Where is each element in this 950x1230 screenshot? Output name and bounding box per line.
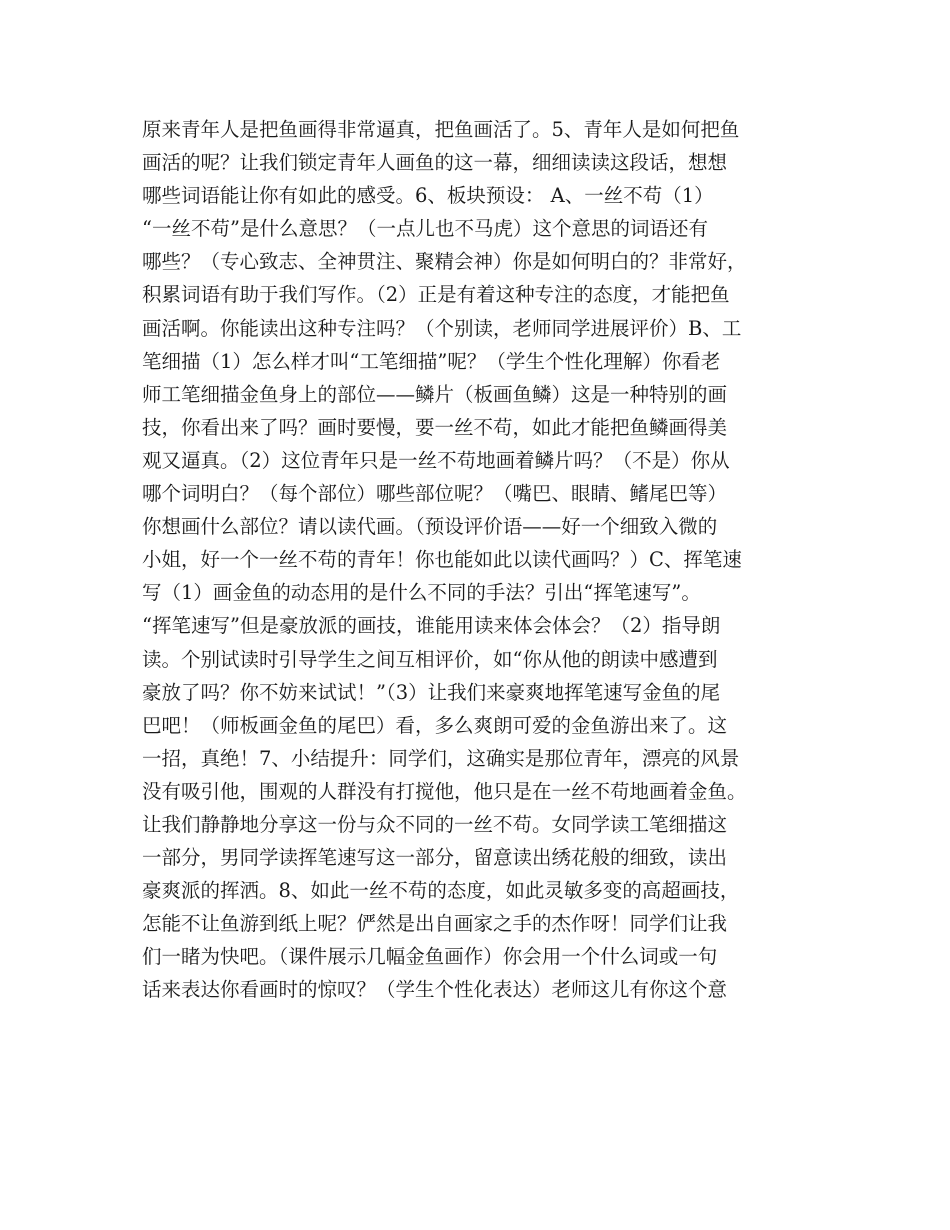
text-line: 豪放了吗？你不妨来试试！”（3）让我们来豪爽地挥笔速写金鱼的尾 (142, 680, 721, 704)
text-line: 积累词语有助于我们写作。（2）正是有着这种专注的态度，才能把鱼 (142, 283, 730, 307)
body-text (142, 113, 842, 1007)
text-line: 没有吸引他，围观的人群没有打搅他，他只是在一丝不苟地画着金鱼。 (142, 779, 747, 803)
text-line: 们一睹为快吧。（课件展示几幅金鱼画作）你会用一个什么词或一句 (142, 945, 718, 969)
text-line: 怎能不让鱼游到纸上呢？俨然是出自画家之手的杰作呀！同学们让我 (142, 912, 728, 936)
text-line: 豪爽派的挥洒。8、如此一丝不苟的态度，如此灵敏多变的高超画技， (142, 879, 740, 903)
text-line: 写（1）画金鱼的动态用的是什么不同的手法？引出“挥笔速写”。 (142, 581, 701, 605)
text-line: 技，你看出来了吗？画时要慢，要一丝不苟，如此才能把鱼鳞画得美 (142, 415, 728, 439)
text-line: 巴吧！（师板画金鱼的尾巴）看，多么爽朗可爱的金鱼游出来了。这 (142, 713, 728, 737)
text-line: 观又逼真。（2）这位青年只是一丝不苟地画着鳞片吗？（不是）你从 (142, 448, 730, 472)
text-line: 哪个词明白？（每个部位）哪些部位呢？（嘴巴、眼睛、鳍尾巴等） (142, 482, 728, 506)
text-line: 读。个别试读时引导学生之间互相评价，如“你从他的朗读中感遭到 (142, 647, 718, 671)
text-line: 让我们静静地分享这一份与众不同的一丝不苟。女同学读工笔细描这 (142, 812, 728, 836)
text-line: 画活的呢？让我们锁定青年人画鱼的这一幕，细细读读这段话，想想 (142, 151, 728, 175)
text-line: 你想画什么部位？请以读代画。（预设评价语——好一个细致入微的 (142, 515, 718, 539)
text-line: 画活啊。你能读出这种专注吗？（个别读，老师同学进展评价）B、工 (142, 316, 742, 340)
text-line: 原来青年人是把鱼画得非常逼真，把鱼画活了。5、青年人是如何把鱼 (142, 118, 740, 141)
text-line: “一丝不苟”是什么意思？（一点儿也不马虎）这个意思的词语还有 (142, 217, 708, 241)
text-line: 一部分，男同学读挥笔速写这一部分，留意读出绣花般的细致，读出 (142, 846, 728, 870)
text-line: 师工笔细描金鱼身上的部位——鳞片（板画鱼鳞）这是一种特别的画 (142, 382, 728, 406)
text-line: 小姐，好一个一丝不苟的青年！你也能如此以读代画吗？）C、挥笔速 (142, 548, 742, 572)
text-line: “挥笔速写”但是豪放派的画技，谁能用读来体会体会？（2）指导朗 (142, 614, 721, 638)
text-line: 一招，真绝！7、小结提升：同学们，这确实是那位青年，漂亮的风景 (142, 746, 740, 770)
text-line: 话来表达你看画时的惊叹？（学生个性化表达）老师这儿有你这个意 (142, 978, 728, 1002)
text-line: 哪些？（专心致志、全神贯注、聚精会神）你是如何明白的？非常好， (142, 250, 747, 274)
text-line: 笔细描（1）怎么样才叫“工笔细描”呢？（学生个性化理解）你看老 (142, 349, 721, 373)
text-line: 哪些词语能让你有如此的感受。6、板块预设： A、一丝不苟（1） (142, 184, 714, 208)
